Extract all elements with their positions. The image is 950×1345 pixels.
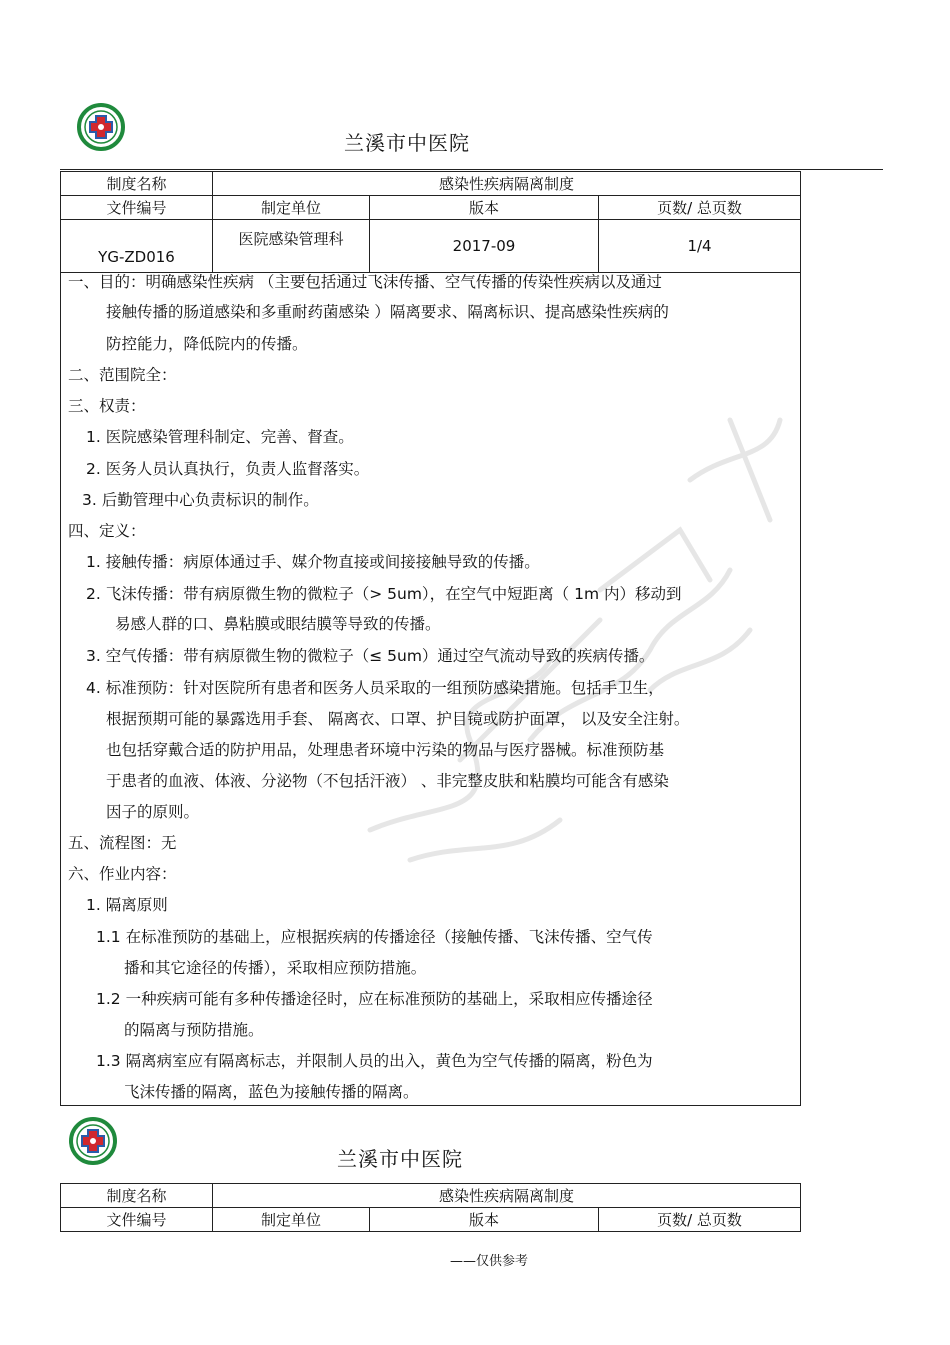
footer-note: ——仅供参考: [450, 1254, 529, 1269]
hospital-logo-page2: [68, 1117, 118, 1165]
label-doc-number: 文件编号: [61, 1208, 213, 1232]
text-line: 易感人群的口、鼻粘膜或眼结膜等导致的传播。: [115, 615, 441, 633]
list-item: 3. 后勤管理中心负责标识的制作。: [82, 491, 319, 509]
list-item: 1.3 隔离病室应有隔离标志，并限制人员的出入，黄色为空气传播的隔离，粉色为: [96, 1052, 653, 1070]
page-count-value: 1/4: [599, 220, 801, 273]
list-item: 3. 空气传播：带有病原微生物的微粒子（≤ 5um）通过空气流动导致的疾病传播。: [86, 647, 655, 665]
text-line: 播和其它途径的传播），采取相应预防措施。: [124, 959, 427, 977]
list-item: 1. 接触传播：病原体通过手、媒介物直接或间接接触导致的传播。: [86, 553, 540, 571]
text-line: 飞沫传播的隔离，蓝色为接触传播的隔离。: [124, 1083, 419, 1101]
label-policy-name: 制度名称: [61, 1184, 213, 1208]
label-page-count: 页数/ 总页数: [599, 1208, 801, 1232]
hospital-title: 兰溪市中医院: [344, 131, 470, 155]
document-meta-table-page2: [60, 1183, 801, 1232]
text-line: 一、目的：明确感染性疾病 （主要包括通过飞沫传播、空气传播的传染性疾病以及通过: [68, 273, 662, 291]
section-heading: 六、作业内容：: [68, 865, 177, 883]
hospital-title-page2: 兰溪市中医院: [337, 1147, 463, 1171]
list-item: 2. 飞沫传播：带有病原微生物的微粒子（> 5um），在空气中短距离（ 1m 内）移动到: [86, 585, 682, 603]
list-item: 1.1 在标准预防的基础上，应根据疾病的传播途径（接触传播、飞沫传播、空气传: [96, 928, 653, 946]
list-item: 2. 医务人员认真执行，负责人监督落实。: [86, 460, 370, 478]
hospital-logo: [76, 103, 126, 151]
policy-name-value: 感染性疾病隔离制度: [213, 1184, 801, 1208]
text-line: 根据预期可能的暴露选用手套、 隔离衣、口罩、护目镜或防护面罩， 以及安全注射。: [106, 710, 690, 728]
doc-number-value: YG-ZD016: [61, 220, 213, 273]
text-line: 于患者的血液、体液、分泌物（不包括汗液） 、非完整皮肤和粘膜均可能含有感染: [106, 772, 669, 790]
list-item: 1.2 一种疾病可能有多种传播途径时，应在标准预防的基础上，采取相应传播途径: [96, 990, 653, 1008]
label-issuing-unit: 制定单位: [213, 196, 370, 220]
text-line: 的隔离与预防措施。: [124, 1021, 264, 1039]
label-issuing-unit: 制定单位: [213, 1208, 370, 1232]
list-item: 1. 医院感染管理科制定、完善、督查。: [86, 428, 354, 446]
header-divider: [60, 169, 883, 170]
version-value: 2017-09: [370, 220, 599, 273]
list-item: 4. 标准预防：针对医院所有患者和医务人员采取的一组预防感染措施。包括手卫生，: [86, 679, 664, 697]
text-line: 接触传播的肠道感染和多重耐药菌感染 ）隔离要求、隔离标识、提高感染性疾病的: [106, 303, 669, 321]
section-heading: 四、定义：: [68, 522, 146, 540]
list-item: 1. 隔离原则: [86, 896, 168, 914]
label-doc-number: 文件编号: [61, 196, 213, 220]
text-line: 因子的原则。: [106, 803, 200, 821]
label-version: 版本: [370, 1208, 599, 1232]
label-page-count: 页数/ 总页数: [599, 196, 801, 220]
text-line: 防控能力，降低院内的传播。: [106, 335, 308, 353]
section-heading: 五、流程图：无: [68, 834, 177, 852]
section-heading: 二、范围院全：: [68, 366, 177, 384]
issuing-unit-value: 医院感染管理科: [213, 220, 370, 273]
label-version: 版本: [370, 196, 599, 220]
text-line: 也包括穿戴合适的防护用品，处理患者环境中污染的物品与医疗器械。标准预防基: [106, 741, 665, 759]
document-meta-table: [60, 171, 801, 273]
policy-name-value: 感染性疾病隔离制度: [213, 172, 801, 196]
label-policy-name: 制度名称: [61, 172, 213, 196]
section-heading: 三、权责：: [68, 397, 146, 415]
